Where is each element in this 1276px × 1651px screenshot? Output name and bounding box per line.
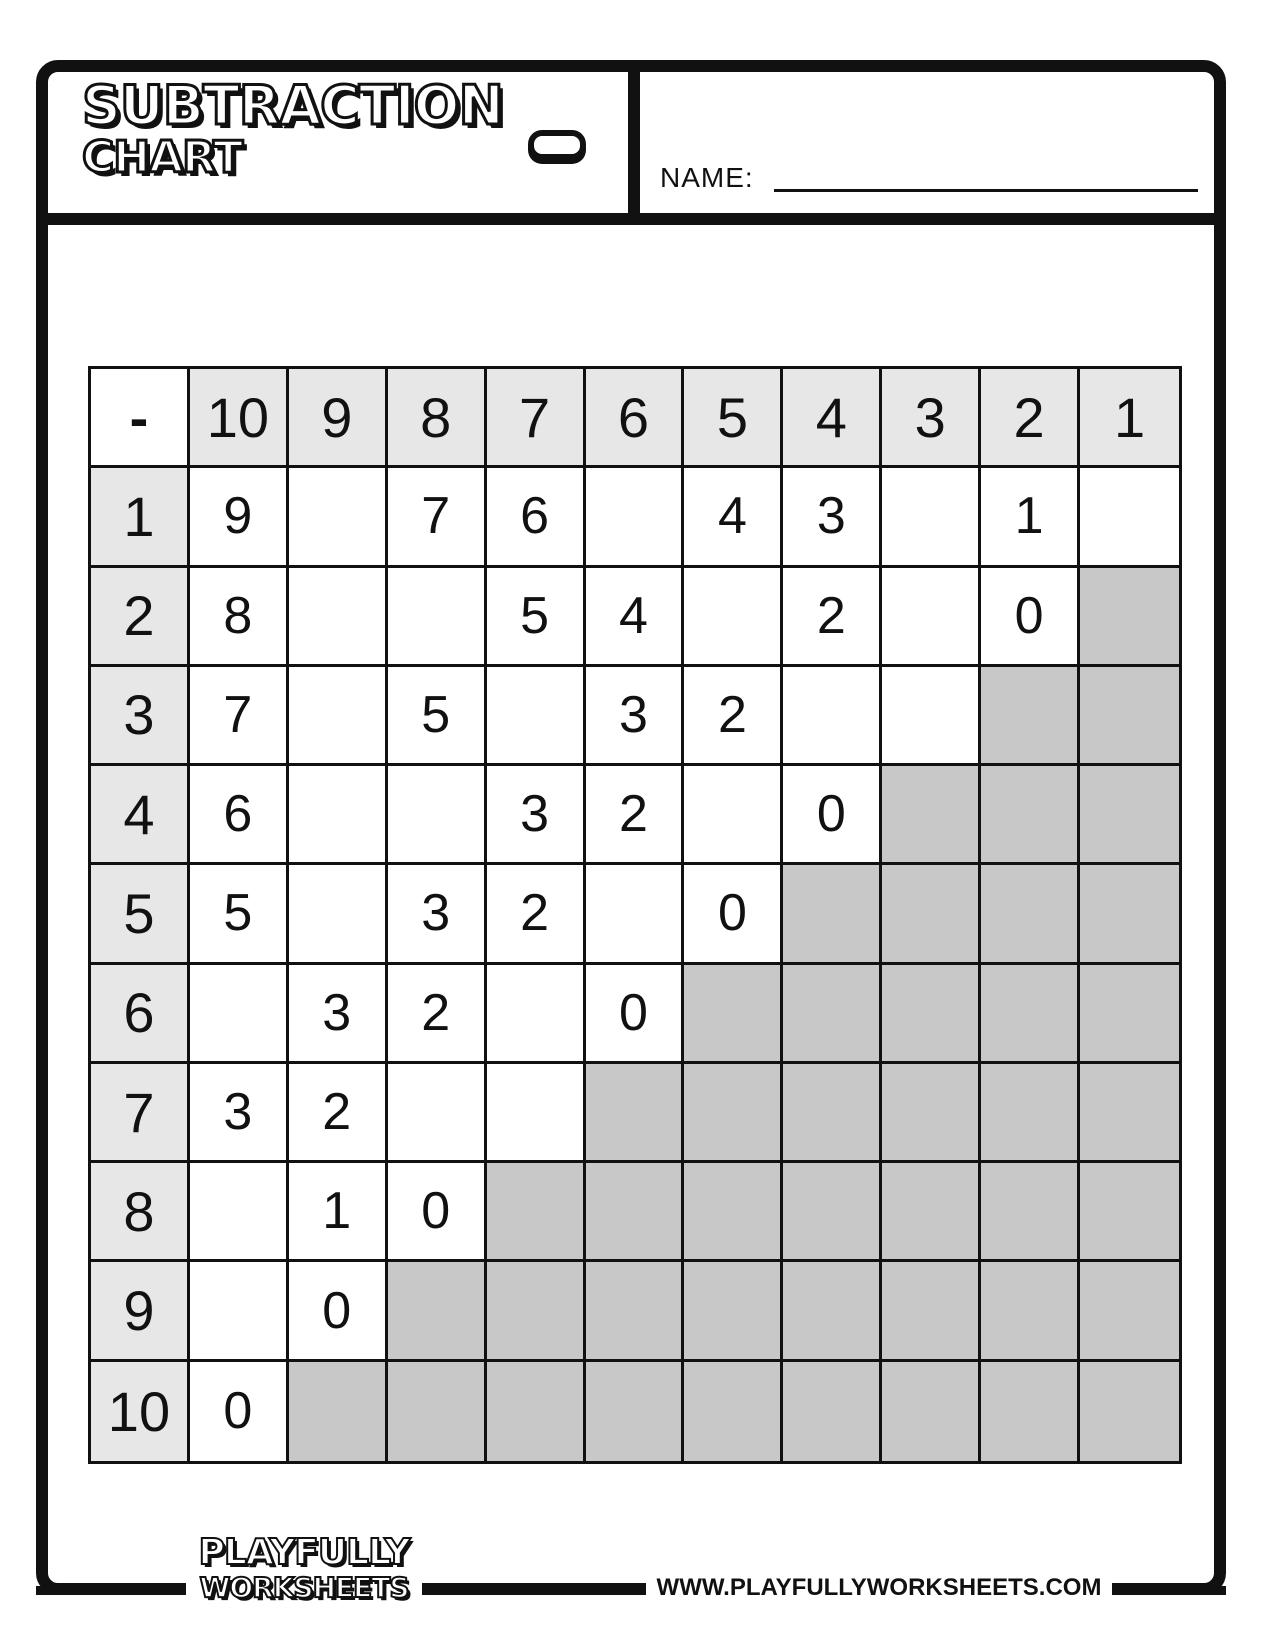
answer-blank-cell[interactable] (882, 468, 981, 567)
answer-blank-cell[interactable] (783, 667, 882, 766)
answer-blank-cell[interactable] (388, 568, 487, 667)
title-line-1: SUBTRACTION (82, 74, 503, 137)
answer-cell: 3 (586, 667, 685, 766)
shaded-cell (289, 1362, 388, 1461)
shaded-cell (882, 865, 981, 964)
shaded-cell (684, 1262, 783, 1361)
answer-cell: 6 (190, 766, 289, 865)
answer-cell: 2 (487, 865, 586, 964)
row-header: 9 (91, 1262, 190, 1361)
shaded-cell (882, 1362, 981, 1461)
column-header: 3 (882, 369, 981, 468)
answer-blank-cell[interactable] (289, 568, 388, 667)
row-header: 1 (91, 468, 190, 567)
shaded-cell (783, 1064, 882, 1163)
answer-blank-cell[interactable] (388, 1064, 487, 1163)
shaded-cell (882, 1262, 981, 1361)
answer-cell: 8 (190, 568, 289, 667)
minus-icon (528, 130, 586, 160)
answer-cell: 2 (586, 766, 685, 865)
answer-blank-cell[interactable] (190, 1163, 289, 1262)
row-header: 3 (91, 667, 190, 766)
shaded-cell (1080, 1362, 1179, 1461)
answer-blank-cell[interactable] (882, 568, 981, 667)
row-header: 6 (91, 965, 190, 1064)
shaded-cell (1080, 667, 1179, 766)
row-header: 2 (91, 568, 190, 667)
shaded-cell (684, 1064, 783, 1163)
column-header: 1 (1080, 369, 1179, 468)
shaded-cell (882, 766, 981, 865)
shaded-cell (1080, 766, 1179, 865)
shaded-cell (1080, 1064, 1179, 1163)
shaded-cell (1080, 865, 1179, 964)
shaded-cell (684, 965, 783, 1064)
shaded-cell (586, 1362, 685, 1461)
answer-blank-cell[interactable] (487, 667, 586, 766)
answer-blank-cell[interactable] (388, 766, 487, 865)
shaded-cell (981, 1262, 1080, 1361)
shaded-cell (388, 1362, 487, 1461)
answer-blank-cell[interactable] (882, 667, 981, 766)
answer-cell: 0 (981, 568, 1080, 667)
header-divider (628, 66, 640, 219)
column-header: 10 (190, 369, 289, 468)
answer-cell: 2 (684, 667, 783, 766)
answer-cell: 4 (684, 468, 783, 567)
answer-blank-cell[interactable] (586, 468, 685, 567)
shaded-cell (783, 865, 882, 964)
logo-line-1: PLAYFULLY (198, 1532, 410, 1573)
answer-cell: 3 (783, 468, 882, 567)
answer-cell: 0 (684, 865, 783, 964)
answer-cell: 3 (487, 766, 586, 865)
answer-blank-cell[interactable] (289, 468, 388, 567)
shaded-cell (487, 1362, 586, 1461)
shaded-cell (586, 1163, 685, 1262)
shaded-cell (487, 1262, 586, 1361)
answer-cell: 7 (190, 667, 289, 766)
answer-blank-cell[interactable] (1080, 468, 1179, 567)
shaded-cell (487, 1163, 586, 1262)
answer-blank-cell[interactable] (289, 865, 388, 964)
row-header: 7 (91, 1064, 190, 1163)
title-line-2: CHART (82, 132, 243, 183)
shaded-cell (981, 1064, 1080, 1163)
column-header: 5 (684, 369, 783, 468)
shaded-cell (1080, 568, 1179, 667)
row-header: 5 (91, 865, 190, 964)
answer-cell: 3 (289, 965, 388, 1064)
shaded-cell (783, 1362, 882, 1461)
answer-cell: 3 (388, 865, 487, 964)
answer-cell: 7 (388, 468, 487, 567)
column-header: 8 (388, 369, 487, 468)
logo-line-2: WORKSHEETS (199, 1571, 409, 1604)
name-field[interactable] (774, 189, 1198, 192)
column-header: 4 (783, 369, 882, 468)
shaded-cell (981, 667, 1080, 766)
shaded-cell (882, 965, 981, 1064)
answer-cell: 4 (586, 568, 685, 667)
row-header: 8 (91, 1163, 190, 1262)
shaded-cell (981, 766, 1080, 865)
shaded-cell (981, 1362, 1080, 1461)
answer-cell: 1 (981, 468, 1080, 567)
answer-cell: 0 (783, 766, 882, 865)
shaded-cell (1080, 965, 1179, 1064)
footer-rule-middle (428, 1586, 638, 1595)
shaded-cell (586, 1064, 685, 1163)
row-header: 4 (91, 766, 190, 865)
answer-cell: 2 (783, 568, 882, 667)
shaded-cell (684, 1163, 783, 1262)
answer-cell: 2 (289, 1064, 388, 1163)
answer-cell: 6 (487, 468, 586, 567)
answer-cell: 5 (190, 865, 289, 964)
answer-blank-cell[interactable] (586, 865, 685, 964)
name-label: NAME: (660, 162, 754, 193)
column-header: 7 (487, 369, 586, 468)
footer-rule-left (36, 1586, 176, 1595)
answer-cell: 0 (586, 965, 685, 1064)
answer-cell: 5 (388, 667, 487, 766)
answer-blank-cell[interactable] (190, 965, 289, 1064)
shaded-cell (981, 865, 1080, 964)
footer-rule-right (1108, 1586, 1226, 1595)
shaded-cell (783, 1262, 882, 1361)
answer-cell: 3 (190, 1064, 289, 1163)
answer-cell: 2 (388, 965, 487, 1064)
shaded-cell (783, 1163, 882, 1262)
brand-logo (186, 1534, 422, 1610)
shaded-cell (882, 1064, 981, 1163)
answer-cell: 5 (487, 568, 586, 667)
answer-cell: 9 (190, 468, 289, 567)
answer-cell: 1 (289, 1163, 388, 1262)
row-header: 10 (91, 1362, 190, 1461)
shaded-cell (1080, 1163, 1179, 1262)
website-url: WWW.PLAYFULLYWORKSHEETS.COM (646, 1574, 1112, 1602)
answer-blank-cell[interactable] (487, 965, 586, 1064)
shaded-cell (388, 1262, 487, 1361)
shaded-cell (981, 965, 1080, 1064)
column-header: 2 (981, 369, 1080, 468)
shaded-cell (586, 1262, 685, 1361)
shaded-cell (981, 1163, 1080, 1262)
column-header: 6 (586, 369, 685, 468)
answer-cell: 0 (289, 1262, 388, 1361)
answer-blank-cell[interactable] (684, 568, 783, 667)
answer-cell: 0 (388, 1163, 487, 1262)
answer-blank-cell[interactable] (190, 1262, 289, 1361)
answer-blank-cell[interactable] (487, 1064, 586, 1163)
chart-title (82, 74, 503, 183)
shaded-cell (783, 965, 882, 1064)
subtraction-table (88, 366, 1182, 1464)
answer-blank-cell[interactable] (289, 766, 388, 865)
answer-cell: 0 (190, 1362, 289, 1461)
shaded-cell (882, 1163, 981, 1262)
answer-blank-cell[interactable] (684, 766, 783, 865)
answer-blank-cell[interactable] (289, 667, 388, 766)
operator-corner-cell: - (91, 369, 190, 468)
shaded-cell (1080, 1262, 1179, 1361)
column-header: 9 (289, 369, 388, 468)
shaded-cell (684, 1362, 783, 1461)
